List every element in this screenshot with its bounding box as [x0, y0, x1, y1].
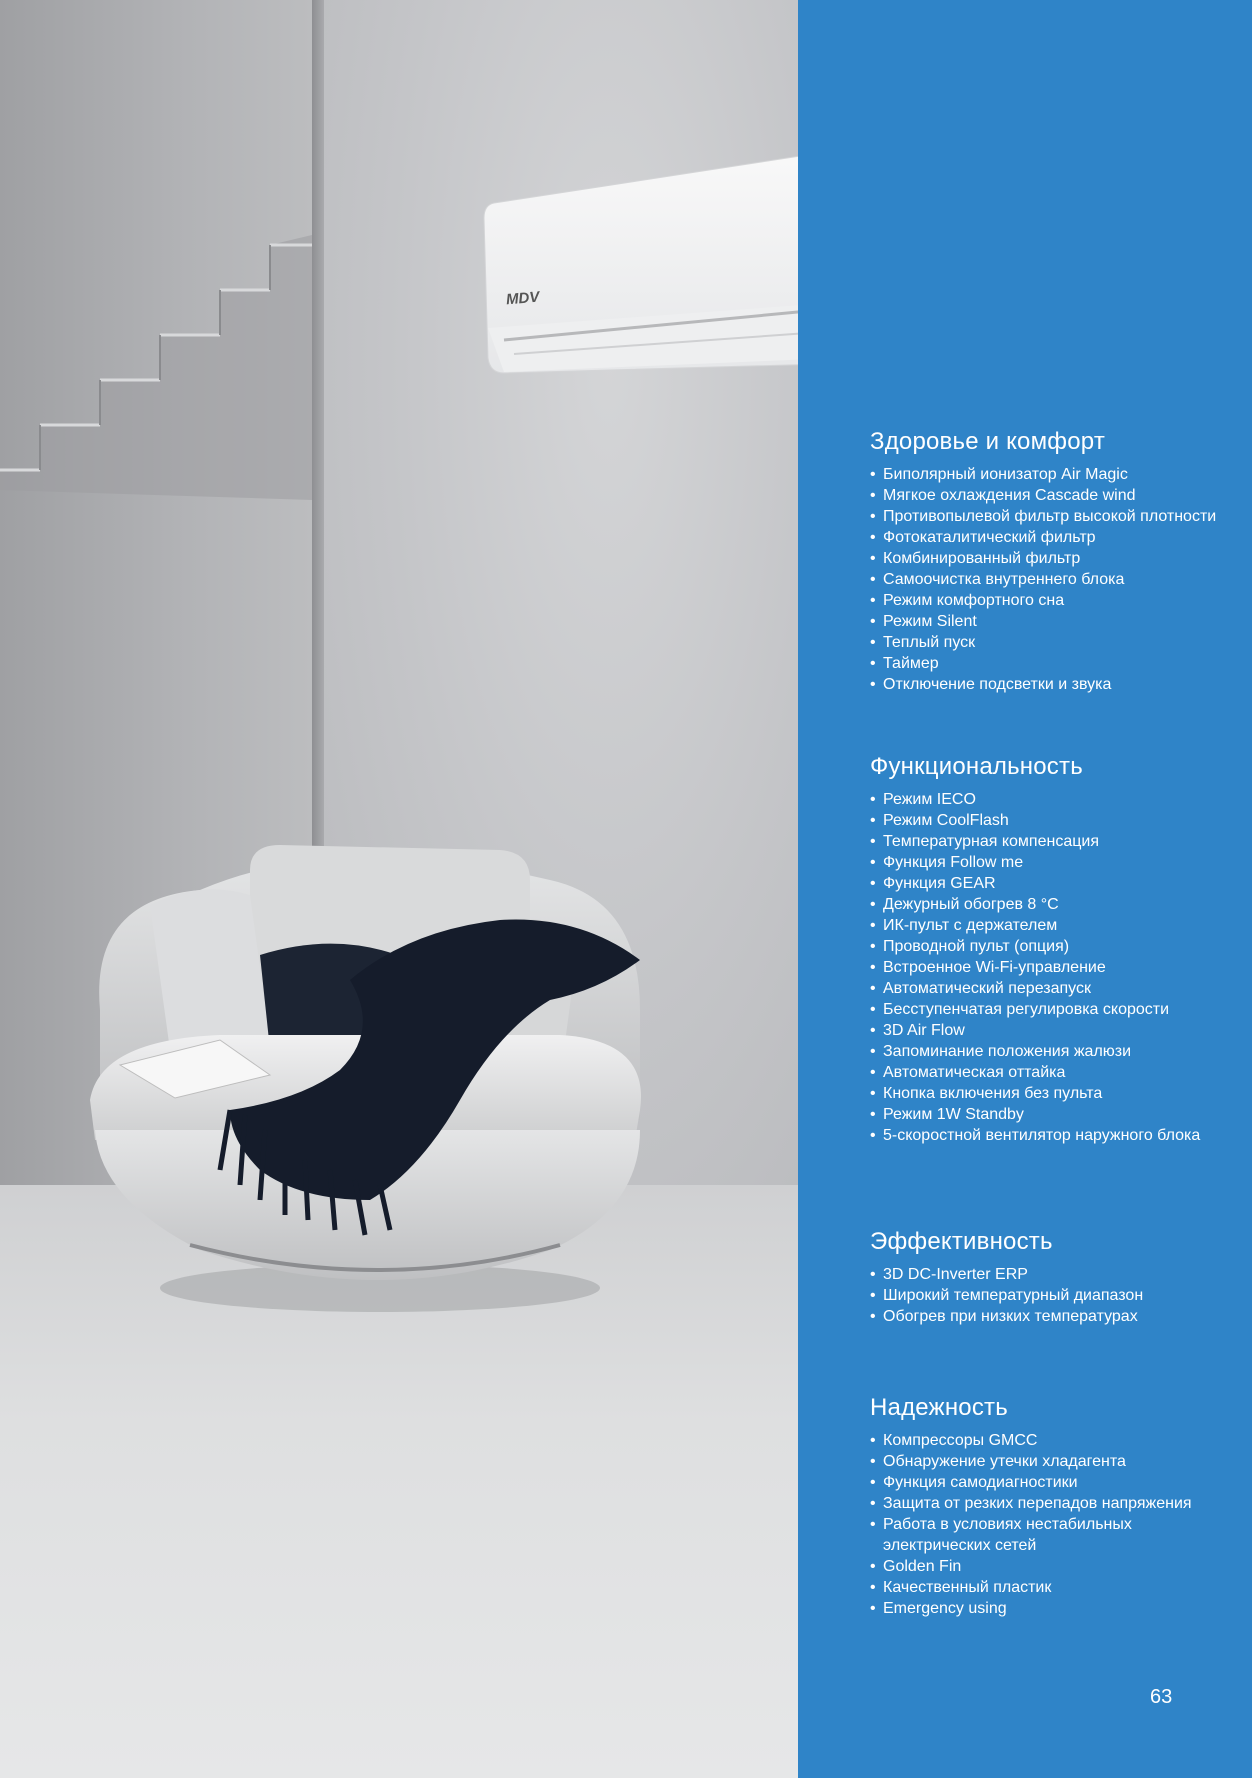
list-item: • Комбинированный фильтр	[870, 548, 1220, 569]
list-item: • Режим 1W Standby	[870, 1104, 1220, 1125]
list-item: • Кнопка включения без пульта	[870, 1083, 1220, 1104]
list-item: • Режим Silent	[870, 611, 1220, 632]
list-item: • ИК-пульт с держателем	[870, 915, 1220, 936]
list-item: • Обогрев при низких температурах	[870, 1306, 1220, 1327]
list-item: • 5-скоростной вентилятор наружного блока	[870, 1125, 1220, 1146]
list-item: • Противопылевой фильтр высокой плотности	[870, 506, 1220, 527]
list-item: • Встроенное Wi-Fi-управление	[870, 957, 1220, 978]
feature-list	[870, 789, 1220, 1146]
list-item: • Отключение подсветки и звука	[870, 674, 1220, 695]
list-item: • 3D Air Flow	[870, 1020, 1220, 1041]
list-item: • Температурная компенсация	[870, 831, 1220, 852]
list-item: • Биполярный ионизатор Air Magic	[870, 464, 1220, 485]
section-title: Надежность	[870, 1394, 1008, 1421]
list-item: • Функция самодиагностики	[870, 1472, 1220, 1493]
list-item: • Функция Follow me	[870, 852, 1220, 873]
section-title: Функциональность	[870, 753, 1083, 780]
section-functionality	[870, 753, 1220, 1146]
list-item: • Автоматическая оттайка	[870, 1062, 1220, 1083]
list-item: • Самоочистка внутреннего блока	[870, 569, 1220, 590]
section-efficiency	[870, 1228, 1220, 1327]
list-item: • Режим CoolFlash	[870, 810, 1220, 831]
list-item: • Дежурный обогрев 8 °С	[870, 894, 1220, 915]
list-item: • Качественный пластик	[870, 1577, 1220, 1598]
list-item: • Обнаружение утечки хладагента	[870, 1451, 1220, 1472]
list-item: • Мягкое охлаждения Cascade wind	[870, 485, 1220, 506]
list-item: • 3D DC-Inverter ERP	[870, 1264, 1220, 1285]
feature-list	[870, 1264, 1220, 1327]
list-item: • Фотокаталитический фильтр	[870, 527, 1220, 548]
aircon-brand-logo: MDV	[505, 288, 541, 309]
section-reliability	[870, 1394, 1220, 1619]
list-item: • Запоминание положения жалюзи	[870, 1041, 1220, 1062]
list-item: • Компрессоры GMCC	[870, 1430, 1220, 1451]
list-item: • Таймер	[870, 653, 1220, 674]
list-item: • Режим комфортного сна	[870, 590, 1220, 611]
list-item: • Функция GEAR	[870, 873, 1220, 894]
list-item: • Работа в условиях нестабильных электрических сетей	[870, 1514, 1220, 1556]
section-health-comfort	[870, 428, 1220, 695]
list-item: • Golden Fin	[870, 1556, 1220, 1577]
armchair	[80, 840, 700, 1320]
feature-list	[870, 1430, 1220, 1619]
staircase	[0, 230, 312, 500]
list-item: • Широкий температурный диапазон	[870, 1285, 1220, 1306]
list-item: • Emergency using	[870, 1598, 1220, 1619]
list-item: • Режим IECO	[870, 789, 1220, 810]
section-title: Здоровье и комфорт	[870, 428, 1106, 455]
feature-list	[870, 464, 1220, 695]
section-title: Эффективность	[870, 1228, 1053, 1255]
list-item: • Бесступенчатая регулировка скорости	[870, 999, 1220, 1020]
list-item: • Защита от резких перепадов напряжения	[870, 1493, 1220, 1514]
list-item: • Автоматический перезапуск	[870, 978, 1220, 999]
page-number: 63	[1150, 1686, 1173, 1708]
list-item: • Проводной пульт (опция)	[870, 936, 1220, 957]
list-item: • Теплый пуск	[870, 632, 1220, 653]
